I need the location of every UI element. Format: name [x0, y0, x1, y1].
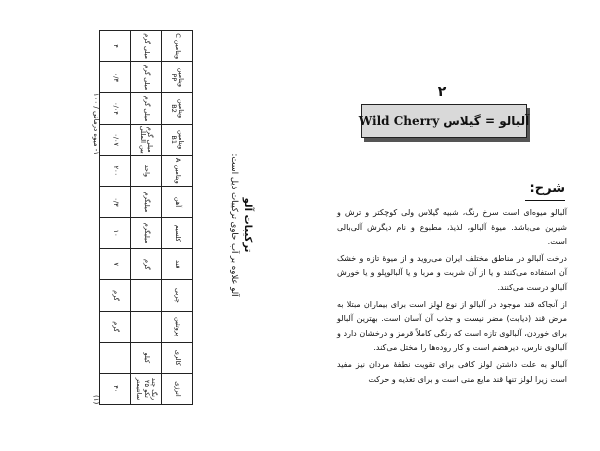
table-cell: [100, 342, 131, 373]
table-cell: گرم: [100, 280, 131, 311]
table-header-cell: آهن: [162, 186, 193, 217]
paragraph: درخت آلبالو در مناطق مختلف ایران می‌روید و از میوهٔ تازه و خشک آن استفاده می‌کنند و یا از آن شربت و مربا و یا آلبالوپلو و یا خورش آلبالو درست می‌کنند.: [337, 253, 567, 292]
chapter-number: ۲: [437, 84, 447, 100]
table-cell: ۱۰: [100, 218, 131, 249]
table-row-units: [131, 31, 162, 405]
table-header-cell: چربی: [162, 280, 193, 311]
composition-table: [99, 30, 193, 405]
table-cell: میلی گرم بین المللی: [131, 124, 162, 155]
table-cell: میلی گرم: [131, 93, 162, 124]
table-header-cell: قند: [162, 249, 193, 280]
table-cell: ۰/۰۴: [100, 93, 131, 124]
table-cell: گرم: [131, 249, 162, 280]
table-cell: ۰/۳: [100, 62, 131, 93]
table-header-cell: ویتامین PP: [162, 62, 193, 93]
footnote-marker: (۱): [92, 395, 100, 405]
table-cell: ۷: [100, 249, 131, 280]
table-cell: میلی گرم: [131, 62, 162, 93]
table-title: ترکیبات آلو: [242, 197, 253, 253]
chapter-title-box: [358, 104, 530, 138]
table-cell: ۴۰: [100, 373, 131, 404]
table-header-cell: انرژی: [162, 373, 193, 404]
table-row-values: [100, 31, 131, 405]
table-cell: [131, 280, 162, 311]
table-header-cell: پروتئین: [162, 311, 193, 342]
title-english: Wild Cherry: [358, 114, 440, 128]
composition-table-wrapper: [103, 30, 193, 405]
table-cell: میلی گرم: [131, 31, 162, 62]
table-header-row: [162, 31, 193, 405]
section-heading: شرح:: [529, 181, 565, 196]
table-cell: واحد: [131, 155, 162, 186]
table-header-cell: کلسیم: [162, 218, 193, 249]
table-cell: میلیگرم: [131, 218, 162, 249]
table-cell: ۴: [100, 31, 131, 62]
right-page: [300, 0, 600, 451]
body-text: [337, 206, 567, 389]
table-cell: گرم: [100, 311, 131, 342]
footnote: ۱- میوه درمانی / ۱۰۰: [92, 92, 100, 155]
table-cell: میلیگرم: [131, 186, 162, 217]
table-header-cell: ویتامین B2: [162, 93, 193, 124]
paragraph: آلبالو به علت داشتن لولز کافی برای تقویت نطفهٔ مردان نیز مفید است زیرا لولز تنها قند مایع منی است و برای تغذیه و حرکت: [337, 359, 567, 384]
table-header-cell: ویتامین A: [162, 155, 193, 186]
table-cell: رنگ چند تکو ۲۵ سانتیمتر: [131, 373, 162, 404]
table-cell: [131, 311, 162, 342]
table-header-cell: کالری: [162, 342, 193, 373]
table-header-cell: ویتامین B1: [162, 124, 193, 155]
paragraph: از آنجاکه قند موجود در آلبالو از نوع لوِلز است برای بیماران مبتلا به مرض قند (دیابت) مضر نیست و جذب آن آسان است. بهترین آلبالو برای خوردن، آلبالوی تازه است که رنگی کاملاً قرمز و درخشان دارد و آلبالوی نارس، دیرهضم است و کار روده‌ها را مختل می‌کند.: [337, 299, 567, 353]
table-cell: ۰/۰۷: [100, 124, 131, 155]
heading-underline: [525, 200, 565, 201]
table-header-cell: ویتامین C: [162, 31, 193, 62]
table-cell: ۰/۳: [100, 186, 131, 217]
table-cell: کیلو: [131, 342, 162, 373]
title-persian: آلبالو = گیلاس: [443, 114, 530, 128]
table-cell: ۲۰۰: [100, 155, 131, 186]
paragraph: آلبالو میوه‌ای است سرخ رنگ، شبیه گیلاس ولی کوچکتر و ترش و شیرین می‌باشد. میوهٔ آلبالو، لذیذ، مطبوع و نام دیگرش آلی‌بالی است.: [337, 208, 567, 247]
table-heading: [224, 120, 254, 330]
table-subtitle: آلو علاوه بر آب حاوی ترکیبات ذیل است:: [229, 153, 239, 297]
